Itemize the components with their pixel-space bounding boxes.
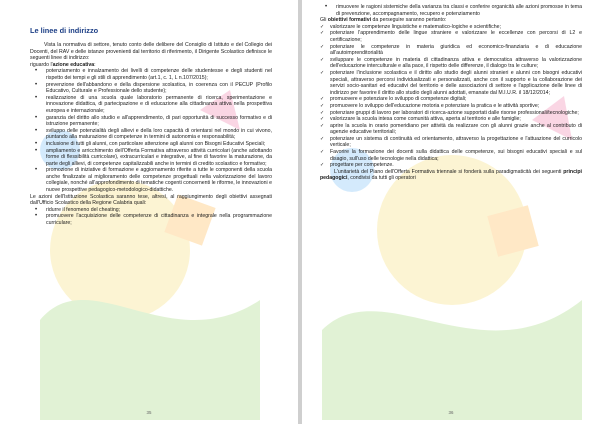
list-item: • realizzazione di una scuola quale laboratorio permanente di ricerca, sperimentazione e innovazione didattica, di partecipazione e di educazione alla cittadinanza attiva nella prospettiva europea e internazionale; bbox=[30, 95, 272, 115]
objectives-intro: Gli obiettivi formativi da perseguire saranno pertanto: bbox=[320, 17, 447, 24]
list-item: • potenziamento e innalzamento dei livelli di competenze delle studentesse e degli studenti nel rispetto dei tempi e gli stili di apprendimento (art.1, c. 1, L n.107/2015); bbox=[30, 68, 272, 81]
page-number: 35 bbox=[146, 410, 152, 415]
check-item: ✓ Favorire la formazione dei docenti sulla didattica delle competenze, sui bisogni educativi speciali e sul disagio, sull'uso delle tecnologie nella didattica; bbox=[320, 149, 582, 162]
list-item: • promuovere l'acquisizione delle competenze di cittadinanza e integrale nella programmazione curriculare; bbox=[30, 213, 272, 226]
check-item: ✓ promuovere lo sviluppo dell'educazione motoria e potenziare la pratica e le attività sportive; bbox=[320, 103, 582, 110]
check-item: ✓ valorizzare le competenze linguistiche e matematico-logiche e scientifiche; bbox=[320, 24, 582, 31]
list-item: • garanzia del diritto allo studio e all'apprendimento, di pari opportunità di successo formativo e di istruzione permanente; bbox=[30, 115, 272, 128]
objectives-list bbox=[30, 207, 272, 227]
formative-objectives-list bbox=[320, 24, 582, 169]
list-item: • ampliamento e arricchimento dell'Offerta Formativa attraverso attività curricolari (anche adottando forme di flessibilità curricolare), extracurriculari e integrative, al fine di favorire la maturazione, da parte degli allievi, di competenze capitalizzabili anche in termini di credito scolastico e formativo; bbox=[30, 148, 272, 168]
check-item: ✓ potenziare le competenze in materia giuridica ed economico-finanziaria e di educazione all'autoimprenditorialità bbox=[320, 44, 582, 57]
educativa-list bbox=[30, 68, 272, 193]
closing-paragraph: L'unitarietà del Piano dell'Offerta Formativa triennale si fonderà sulla paradigmaticità dei seguenti principi pedagogici, condivisi da tutti gli operatori bbox=[320, 168, 582, 182]
check-item: ✓ potenziare l'apprendimento delle lingue straniere e valorizzare le eccellenze con percorsi di L2 e certificazione; bbox=[320, 30, 582, 43]
left-content bbox=[30, 26, 272, 227]
right-content bbox=[320, 4, 582, 182]
check-item: ✓ promuovere e potenziare lo sviluppo di competenze digitali; bbox=[320, 96, 582, 103]
check-item: ✓ sviluppare le competenze in materia di cittadinanza attiva e democratica attraverso la valorizzazione dell'educazione interculturale e alla pace, il rispetto delle differenze, il dialogo tra le culture; bbox=[320, 57, 582, 70]
check-item: ✓ valorizzare la scuola intesa come comunità attiva, aperta al territorio e alle famiglie; bbox=[320, 116, 582, 123]
continued-list bbox=[320, 4, 582, 17]
right-page bbox=[302, 0, 600, 424]
page-number: 36 bbox=[448, 410, 454, 415]
check-item: ✓ potenziare gruppi di lavoro per laboratori di ricerca-azione supportati dalle risorse professionali/tecnologiche; bbox=[320, 110, 582, 117]
list-item: • promozione di iniziative di formazione e aggiornamento riferite a tutte le componenti della scuola anche finalizzate al miglioramento delle competenze progettuali nella valorizzazione del lavoro collegiale, nonché all'approfondimento di tematiche cogenti concernenti le riforme, le innovazioni e nuove prospettive pedagogico-metodologico-didattiche. bbox=[30, 167, 272, 193]
left-page bbox=[0, 0, 298, 424]
check-item: ✓ aprire la scuola in orario pomeridiano per attività da realizzare con gli alunni grazie anche al contributo di agenzie educative territoriali; bbox=[320, 123, 582, 136]
check-item: ✓ progettare per competenze. bbox=[320, 162, 582, 169]
list-item: • sviluppo delle potenzialità degli allievi e della loro capacità di orientarsi nel mondo in cui vivono, puntando alla maturazione di competenze in termini di autonomia e responsabilità; bbox=[30, 128, 272, 141]
educativa-line: riguardo l'azione educativa: bbox=[30, 61, 96, 68]
list-item: • prevenzione dell'abbandono e della dispersione scolastica, in coerenza con il PECUP (Profilo Educativo, Culturale e Professionale dello studente); bbox=[30, 82, 272, 95]
closing-paragraph: Le azioni dell'Istituzione Scolastica saranno tese, altresì, al raggiungimento degli obiettivi assegnati dall'Ufficio Scolastico della Regione Calabria quali: bbox=[30, 193, 272, 207]
list-item: • rimuovere le ragioni sistemiche della varianza tra classi e conferire organicità alle azioni promosse in tema di prevenzione, accompagnamento, recupero e potenziamento bbox=[320, 4, 582, 17]
check-item: ✓ potenziare l'inclusione scolastica e il diritto allo studio degli alunni stranieri e alunni con bisogni educativi speciali, attraverso percorsi individualizzati e personalizzati, anche con il supporto e la collaborazione dei servizi socio-sanitari ed educativi del territorio e delle associazioni di settore e l'applicazione delle linee di indirizzo per favorire il diritto allo studio degli alunni adottati, emanate dal M.I.U.R. il 18/12/2014; bbox=[320, 70, 582, 96]
section-heading: Le linee di indirizzo bbox=[30, 26, 99, 35]
intro-paragraph: Vista la normativa di settore, tenuto conto delle delibere del Consiglio di Istituto e del Collegio dei Docenti, del RAV e delle istanze provenienti dal territorio di riferimento, il Dirigente Scolastico definisce le seguenti linee di indirizzo: bbox=[30, 42, 272, 62]
check-item: ✓ potenziare un sistema di continuità ed orientamento, attraverso la progettazione e l'attuazione del curricolo verticale; bbox=[320, 136, 582, 149]
list-item: • inclusione di tutti gli alunni, con particolare attenzione agli alunni con Bisogni Educativi Speciali; bbox=[30, 141, 272, 148]
list-item: • ridurre il fenomeno del cheating; bbox=[30, 207, 272, 214]
